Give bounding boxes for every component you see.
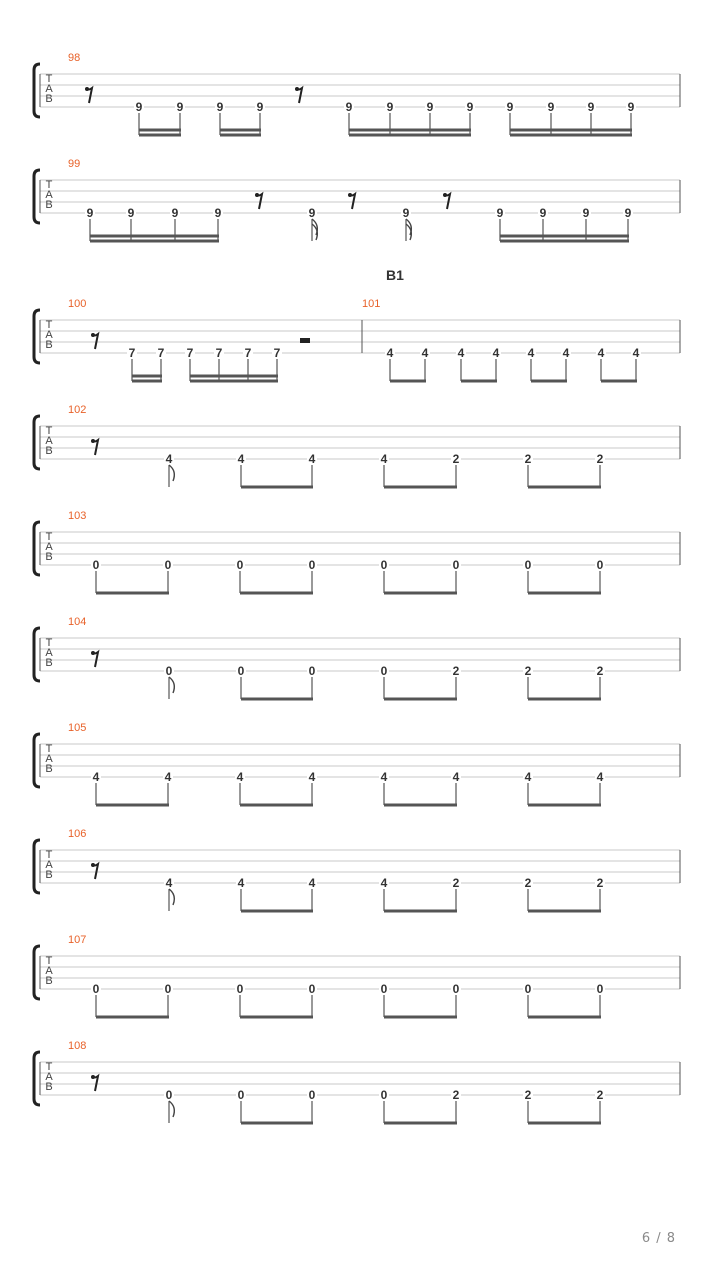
fret-number: 9 xyxy=(86,206,94,220)
tab-clef-letter: T xyxy=(45,73,53,85)
tab-clef-letter: T xyxy=(45,637,53,649)
fret-number: 2 xyxy=(452,1088,460,1102)
note-beam xyxy=(384,1122,457,1125)
fret-number: 0 xyxy=(236,558,244,572)
note-beam xyxy=(241,486,313,489)
measure-number: 104 xyxy=(68,616,87,628)
fret-number: 0 xyxy=(308,1088,316,1102)
measure-number: 107 xyxy=(68,934,87,946)
fret-number: 0 xyxy=(165,1088,173,1102)
fret-number: 7 xyxy=(215,346,223,360)
fret-number: 4 xyxy=(236,770,244,784)
note-beam xyxy=(240,804,313,807)
fret-number: 4 xyxy=(237,876,245,890)
system-bracket xyxy=(34,628,40,681)
tab-system xyxy=(34,158,680,243)
note-beam xyxy=(139,134,181,137)
fret-number: 0 xyxy=(380,982,388,996)
tab-clef-letter: T xyxy=(45,425,53,437)
measure-number: 101 xyxy=(362,298,381,310)
eighth-rest-dot xyxy=(348,193,352,197)
note-beam xyxy=(240,1016,313,1019)
fret-number: 4 xyxy=(237,452,245,466)
note-beam xyxy=(384,910,457,913)
tab-system xyxy=(34,510,680,595)
fret-number: 4 xyxy=(380,876,388,890)
fret-number: 2 xyxy=(524,452,532,466)
note-flag xyxy=(169,677,174,693)
tab-clef-letter: B xyxy=(45,339,53,351)
tab-clef-letter: A xyxy=(45,647,53,659)
fret-number: 2 xyxy=(596,876,604,890)
tab-clef-letter: T xyxy=(45,1061,53,1073)
fret-number: 4 xyxy=(524,770,532,784)
fret-number: 2 xyxy=(524,664,532,678)
note-beam xyxy=(601,380,637,383)
fret-number: 4 xyxy=(380,770,388,784)
tab-clef-letter: T xyxy=(45,849,53,861)
fret-number: 9 xyxy=(582,206,590,220)
system-bracket xyxy=(34,734,40,787)
tab-clef-letter: B xyxy=(45,93,53,105)
fret-number: 4 xyxy=(308,452,316,466)
tab-system xyxy=(34,828,680,913)
tab-clef-letter: A xyxy=(45,541,53,553)
tab-clef-letter: T xyxy=(45,531,53,543)
note-beam xyxy=(241,1122,313,1125)
tab-clef-letter: B xyxy=(45,657,53,669)
fret-number: 4 xyxy=(92,770,100,784)
fret-number: 4 xyxy=(597,346,605,360)
tab-system xyxy=(34,404,680,489)
fret-number: 0 xyxy=(596,558,604,572)
tab-clef-letter: B xyxy=(45,199,53,211)
system-bracket xyxy=(34,1052,40,1105)
fret-number: 2 xyxy=(596,664,604,678)
tab-system xyxy=(34,934,680,1019)
note-beam xyxy=(461,380,497,383)
eighth-rest-dot xyxy=(91,651,95,655)
system-bracket xyxy=(34,522,40,575)
system-bracket xyxy=(34,170,40,223)
fret-number: 2 xyxy=(524,1088,532,1102)
tab-clef-letter: B xyxy=(45,763,53,775)
note-beam xyxy=(190,380,278,383)
fret-number: 9 xyxy=(466,100,474,114)
fret-number: 7 xyxy=(128,346,136,360)
fret-number: 9 xyxy=(127,206,135,220)
fret-number: 0 xyxy=(92,558,100,572)
system-bracket xyxy=(34,840,40,893)
fret-number: 0 xyxy=(380,1088,388,1102)
fret-number: 2 xyxy=(452,452,460,466)
tab-clef-letter: B xyxy=(45,869,53,881)
measure-number: 105 xyxy=(68,722,87,734)
tab-clef-letter: T xyxy=(45,743,53,755)
note-beam xyxy=(500,240,629,243)
note-beam xyxy=(349,129,471,132)
fret-number: 9 xyxy=(496,206,504,220)
page-number: 6 / 8 xyxy=(641,1231,676,1246)
fret-number: 4 xyxy=(165,876,173,890)
eighth-rest-dot xyxy=(255,193,259,197)
eighth-rest-dot xyxy=(85,87,89,91)
section-marker: B1 xyxy=(386,267,404,283)
fret-number: 9 xyxy=(176,100,184,114)
note-beam xyxy=(241,910,313,913)
fret-number: 0 xyxy=(380,664,388,678)
eighth-rest-dot xyxy=(91,333,95,337)
note-beam xyxy=(510,134,632,137)
note-beam xyxy=(390,380,426,383)
fret-number: 4 xyxy=(457,346,465,360)
fret-number: 9 xyxy=(624,206,632,220)
fret-number: 0 xyxy=(308,664,316,678)
note-beam xyxy=(240,592,313,595)
note-beam xyxy=(528,1122,601,1125)
note-beam xyxy=(96,804,169,807)
fret-number: 9 xyxy=(587,100,595,114)
fret-number: 0 xyxy=(452,982,460,996)
fret-number: 9 xyxy=(256,100,264,114)
fret-number: 0 xyxy=(380,558,388,572)
tab-system xyxy=(34,616,680,701)
fret-number: 2 xyxy=(524,876,532,890)
tab-system xyxy=(34,52,680,137)
fret-number: 4 xyxy=(596,770,604,784)
fret-number: 4 xyxy=(380,452,388,466)
tab-clef-letter: T xyxy=(45,955,53,967)
measure-number: 100 xyxy=(68,298,87,310)
note-beam xyxy=(528,592,601,595)
tab-clef-letter: T xyxy=(45,179,53,191)
fret-number: 0 xyxy=(92,982,100,996)
measure-number: 99 xyxy=(68,158,81,170)
fret-number: 9 xyxy=(426,100,434,114)
tab-clef-letter: A xyxy=(45,329,53,341)
fret-number: 9 xyxy=(214,206,222,220)
fret-number: 7 xyxy=(273,346,281,360)
fret-number: 2 xyxy=(452,876,460,890)
eighth-rest-dot xyxy=(91,863,95,867)
fret-number: 4 xyxy=(308,770,316,784)
tab-system xyxy=(34,1040,680,1125)
note-beam xyxy=(96,592,169,595)
fret-number: 0 xyxy=(164,558,172,572)
fret-number: 4 xyxy=(164,770,172,784)
tab-clef-letter: T xyxy=(45,319,53,331)
note-beam xyxy=(384,592,457,595)
note-beam xyxy=(241,698,313,701)
fret-number: 4 xyxy=(452,770,460,784)
tab-system xyxy=(34,722,680,807)
fret-number: 0 xyxy=(524,982,532,996)
fret-number: 7 xyxy=(157,346,165,360)
note-flag xyxy=(169,465,174,481)
eighth-rest-dot xyxy=(295,87,299,91)
tab-clef-letter: B xyxy=(45,975,53,987)
fret-number: 9 xyxy=(402,206,410,220)
measure-number: 106 xyxy=(68,828,87,840)
fret-number: 0 xyxy=(452,558,460,572)
note-beam xyxy=(132,375,162,378)
tab-clef-letter: A xyxy=(45,435,53,447)
note-beam xyxy=(384,486,457,489)
note-beam xyxy=(510,129,632,132)
tab-clef-letter: A xyxy=(45,83,53,95)
eighth-rest-dot xyxy=(443,193,447,197)
fret-number: 4 xyxy=(165,452,173,466)
tab-clef-letter: B xyxy=(45,1081,53,1093)
fret-number: 0 xyxy=(524,558,532,572)
fret-number: 7 xyxy=(186,346,194,360)
system-bracket xyxy=(34,64,40,117)
tab-clef-letter: B xyxy=(45,445,53,457)
fret-number: 9 xyxy=(506,100,514,114)
fret-number: 0 xyxy=(237,664,245,678)
fret-number: 4 xyxy=(632,346,640,360)
fret-number: 9 xyxy=(345,100,353,114)
tab-clef-letter: A xyxy=(45,1071,53,1083)
eighth-rest-dot xyxy=(91,439,95,443)
fret-number: 4 xyxy=(421,346,429,360)
note-beam xyxy=(528,804,601,807)
fret-number: 2 xyxy=(452,664,460,678)
note-beam xyxy=(132,380,162,383)
note-beam xyxy=(90,240,219,243)
fret-number: 4 xyxy=(308,876,316,890)
system-bracket xyxy=(34,416,40,469)
note-beam xyxy=(384,698,457,701)
fret-number: 2 xyxy=(596,452,604,466)
fret-number: 2 xyxy=(596,1088,604,1102)
fret-number: 9 xyxy=(216,100,224,114)
fret-number: 0 xyxy=(165,664,173,678)
eighth-rest-dot xyxy=(91,1075,95,1079)
half-rest xyxy=(300,338,310,343)
fret-number: 9 xyxy=(547,100,555,114)
note-beam xyxy=(96,1016,169,1019)
note-flag xyxy=(169,1101,174,1117)
note-beam xyxy=(384,804,457,807)
tab-system xyxy=(34,267,680,383)
fret-number: 0 xyxy=(596,982,604,996)
fret-number: 9 xyxy=(308,206,316,220)
note-beam xyxy=(528,698,601,701)
measure-number: 98 xyxy=(68,52,81,64)
fret-number: 0 xyxy=(308,982,316,996)
fret-number: 0 xyxy=(237,1088,245,1102)
fret-number: 0 xyxy=(308,558,316,572)
measure-number: 103 xyxy=(68,510,87,522)
note-beam xyxy=(531,380,567,383)
note-beam xyxy=(139,129,181,132)
tab-clef-letter: B xyxy=(45,551,53,563)
note-beam xyxy=(528,910,601,913)
fret-number: 9 xyxy=(171,206,179,220)
fret-number: 0 xyxy=(164,982,172,996)
note-beam xyxy=(384,1016,457,1019)
note-flag xyxy=(169,889,174,905)
fret-number: 9 xyxy=(386,100,394,114)
note-beam xyxy=(90,235,219,238)
measure-number: 102 xyxy=(68,404,87,416)
fret-number: 4 xyxy=(527,346,535,360)
tab-clef-letter: A xyxy=(45,965,53,977)
note-beam xyxy=(220,134,261,137)
fret-number: 9 xyxy=(539,206,547,220)
fret-number: 7 xyxy=(244,346,252,360)
note-beam xyxy=(528,486,601,489)
fret-number: 9 xyxy=(135,100,143,114)
note-beam xyxy=(500,235,629,238)
note-beam xyxy=(190,375,278,378)
measure-number: 108 xyxy=(68,1040,87,1052)
fret-number: 0 xyxy=(236,982,244,996)
tab-clef-letter: A xyxy=(45,189,53,201)
fret-number: 9 xyxy=(627,100,635,114)
system-bracket xyxy=(34,946,40,999)
fret-number: 4 xyxy=(562,346,570,360)
fret-number: 4 xyxy=(386,346,394,360)
note-beam xyxy=(349,134,471,137)
tab-clef-letter: A xyxy=(45,753,53,765)
note-beam xyxy=(220,129,261,132)
system-bracket xyxy=(34,310,40,363)
note-beam xyxy=(528,1016,601,1019)
fret-number: 4 xyxy=(492,346,500,360)
tab-clef-letter: A xyxy=(45,859,53,871)
